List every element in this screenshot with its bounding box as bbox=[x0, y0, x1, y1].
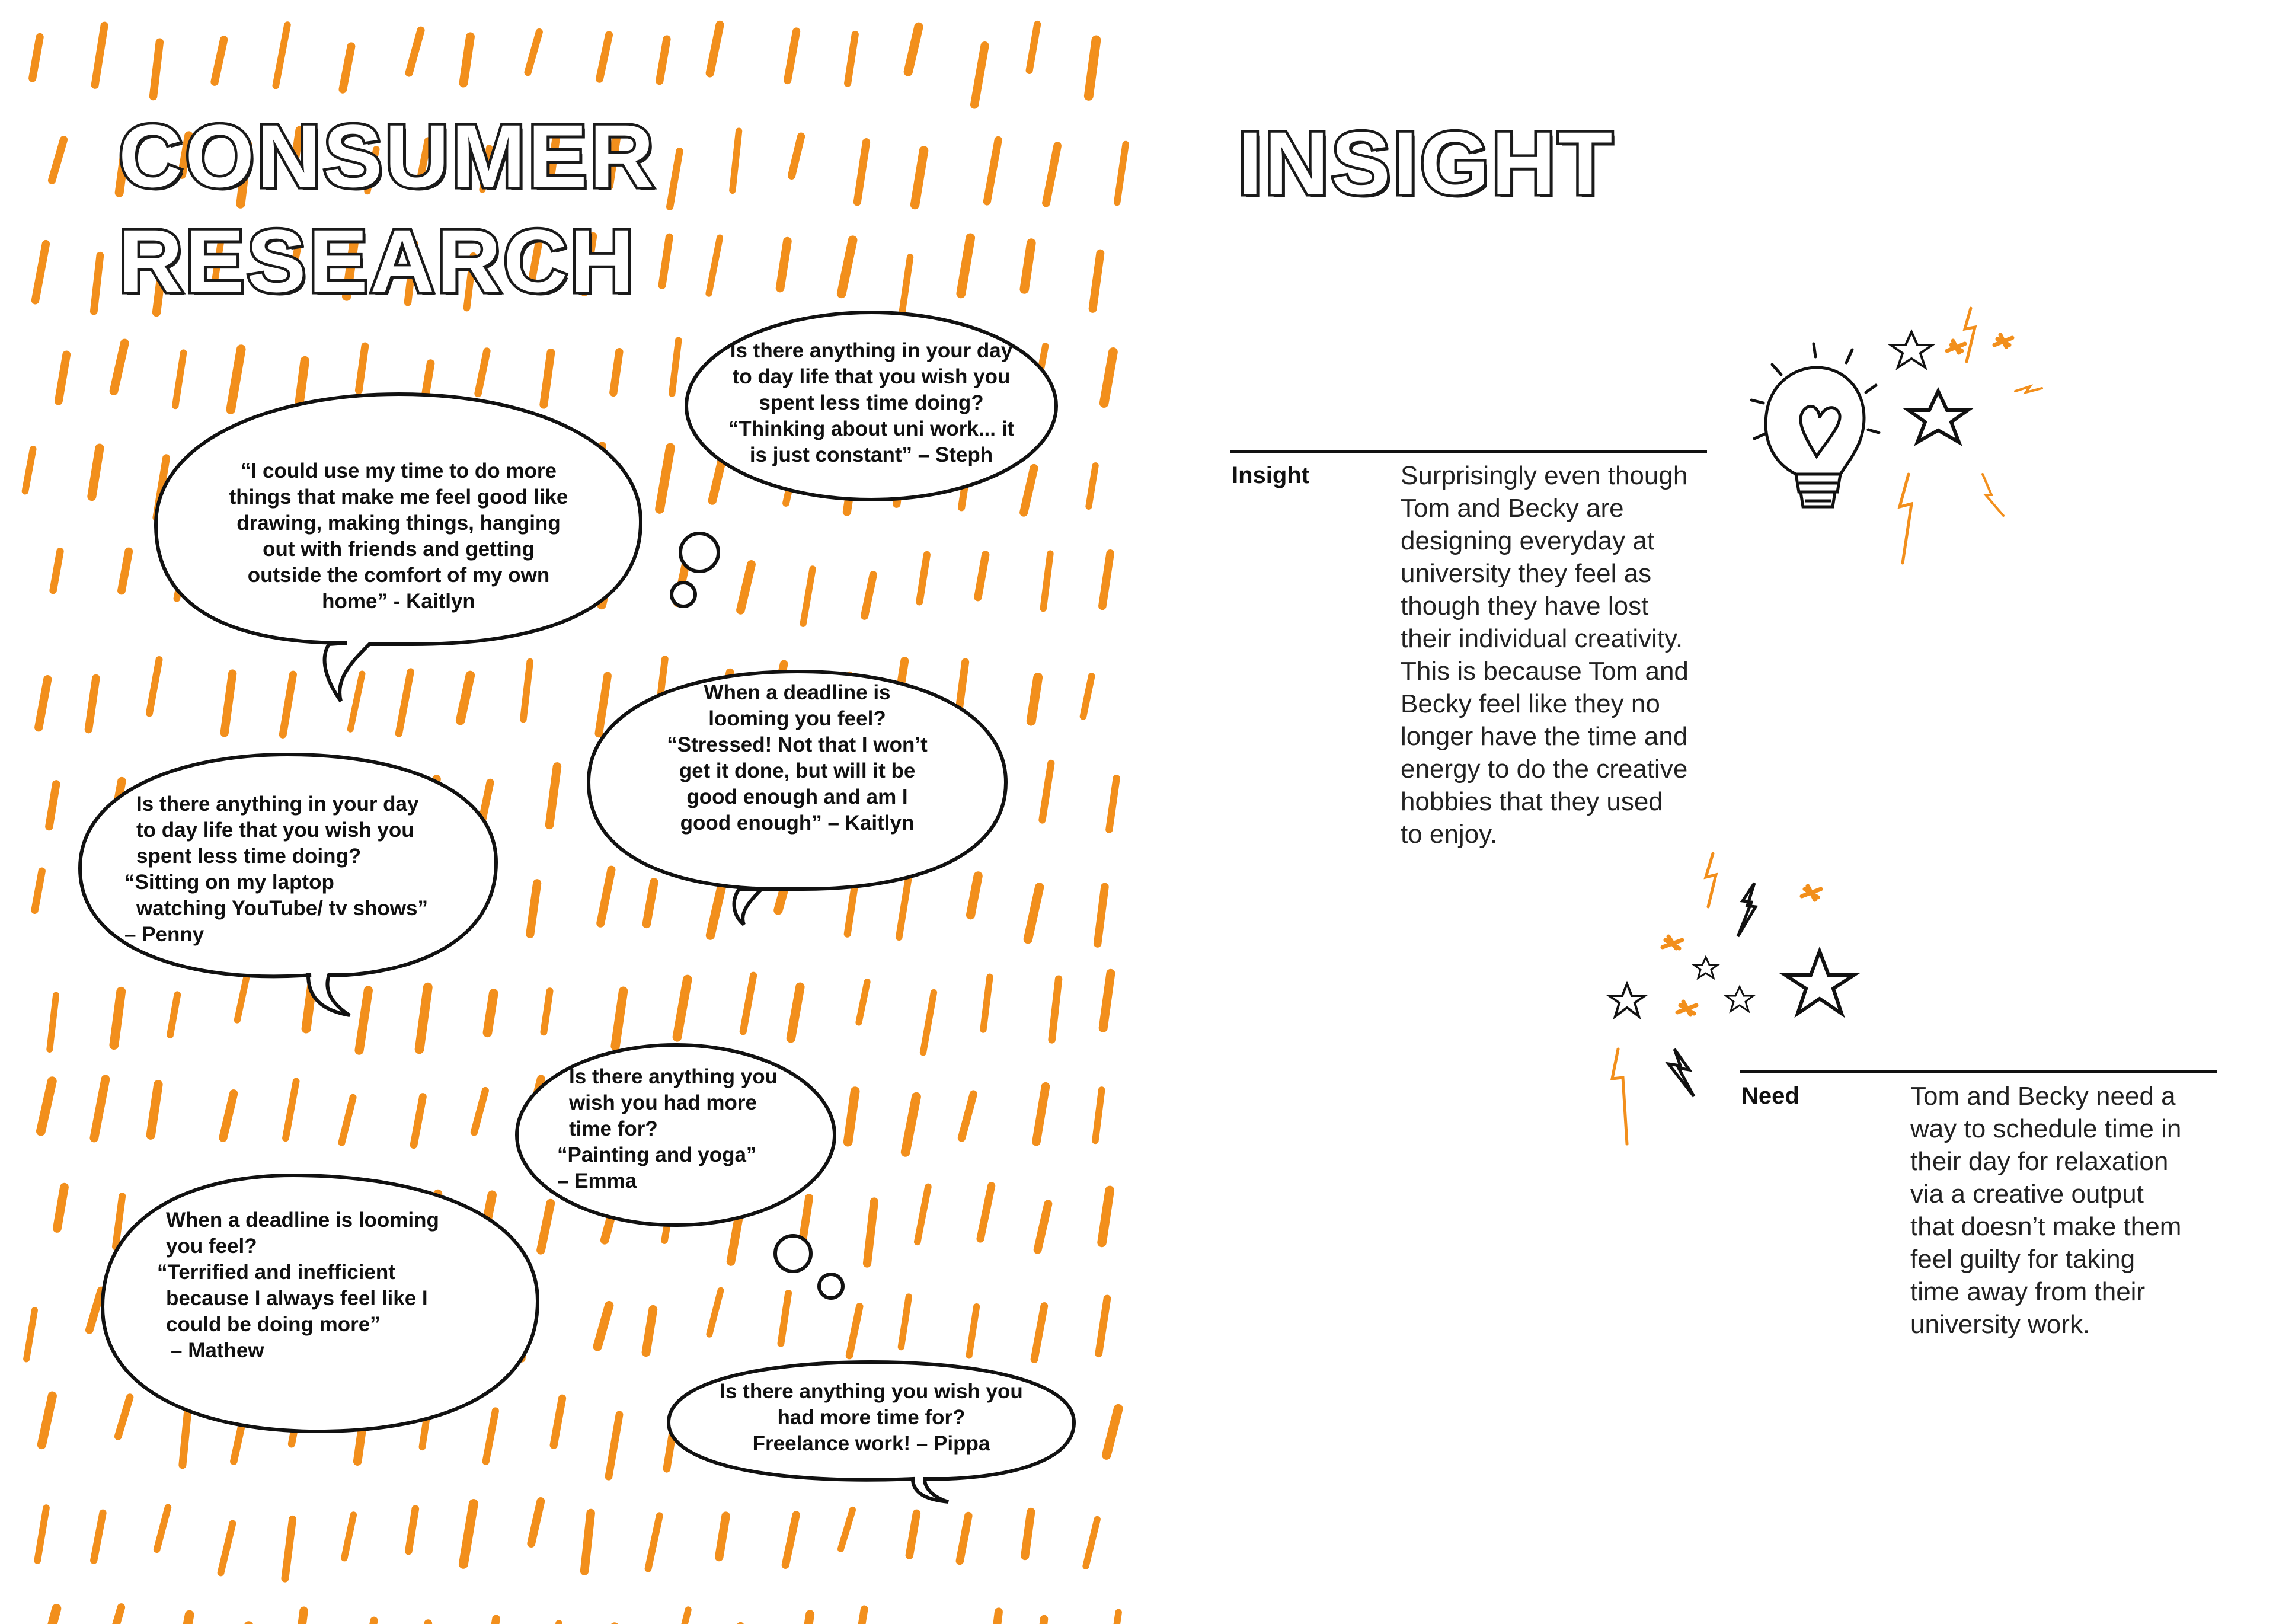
orange-dash bbox=[859, 982, 867, 1022]
orange-dash bbox=[662, 237, 669, 285]
bubble-line: – Emma bbox=[557, 1169, 637, 1193]
orange-dash bbox=[648, 1516, 660, 1568]
bubble-line: outside the comfort of my own bbox=[247, 564, 550, 587]
orange-dash bbox=[110, 1607, 122, 1624]
orange-dash bbox=[1043, 554, 1050, 608]
orange-dash bbox=[1089, 466, 1095, 507]
orange-dash bbox=[1095, 1090, 1102, 1140]
thought-dots bbox=[658, 528, 729, 616]
consumer-title-line-1: CONSUMER bbox=[119, 106, 657, 206]
orange-dash bbox=[33, 37, 40, 78]
orange-dash bbox=[1093, 254, 1101, 309]
insight-line: Surprisingly even though bbox=[1401, 461, 1688, 490]
orange-dash bbox=[154, 42, 160, 96]
insight-line: their individual creativity. bbox=[1401, 624, 1683, 653]
thought-dots bbox=[765, 1227, 859, 1304]
bubble-line: time for? bbox=[569, 1117, 658, 1140]
orange-dash bbox=[1031, 677, 1038, 721]
orange-dash bbox=[530, 883, 537, 934]
orange-dash bbox=[1107, 1409, 1118, 1455]
orange-dash bbox=[53, 551, 60, 590]
orange-dash bbox=[52, 140, 64, 181]
orange-dash bbox=[1103, 973, 1111, 1028]
orange-dash bbox=[223, 1094, 234, 1137]
insight-divider bbox=[1230, 450, 1707, 453]
orange-dash bbox=[114, 343, 124, 391]
bubble-line: “Stressed! Not that I won’t bbox=[667, 733, 928, 756]
orange-dash bbox=[919, 555, 927, 602]
orange-dash bbox=[286, 1081, 296, 1138]
orange-dash bbox=[849, 1306, 859, 1356]
bubble-line: “Thinking about uni work... it bbox=[728, 417, 1015, 440]
orange-dash bbox=[983, 977, 990, 1030]
orange-dash bbox=[974, 46, 984, 104]
orange-dash bbox=[474, 1091, 485, 1132]
bubble-line: – Mathew bbox=[171, 1339, 264, 1362]
orange-dash bbox=[180, 1615, 190, 1624]
orange-dash bbox=[88, 678, 95, 729]
orange-dash bbox=[94, 255, 100, 311]
bubble-line: looming you feel? bbox=[708, 707, 886, 730]
bubble-line: good enough” – Kaitlyn bbox=[680, 811, 915, 835]
insight-text bbox=[1401, 459, 1709, 851]
bubble-line: “I could use my time to do more bbox=[241, 459, 557, 482]
orange-dash bbox=[906, 1097, 916, 1152]
bubble-line: had more time for? bbox=[777, 1406, 966, 1429]
orange-dash bbox=[549, 766, 557, 825]
orange-dash bbox=[743, 976, 753, 1032]
orange-dash bbox=[960, 1516, 968, 1561]
orange-dash bbox=[39, 679, 47, 727]
orange-dash bbox=[1034, 1306, 1044, 1359]
orange-dash bbox=[531, 1501, 541, 1543]
orange-dash bbox=[463, 37, 471, 83]
orange-dash bbox=[803, 569, 813, 624]
bubble-line: Is there anything you wish you bbox=[720, 1380, 1023, 1403]
orange-dash bbox=[1099, 1299, 1107, 1354]
bubble-line: you feel? bbox=[166, 1235, 257, 1258]
orange-dash bbox=[1036, 1086, 1046, 1142]
bubble-line: Freelance work! – Pippa bbox=[752, 1432, 990, 1455]
orange-dash bbox=[528, 32, 539, 72]
orange-dash bbox=[660, 447, 670, 509]
insight-line: university they feel as bbox=[1401, 559, 1652, 588]
orange-dash bbox=[961, 1094, 973, 1138]
speech-bubble-kaitlyn-time bbox=[151, 388, 646, 708]
orange-dash bbox=[584, 1513, 591, 1571]
orange-dash bbox=[677, 1610, 688, 1624]
need-line: way to schedule time in bbox=[1910, 1114, 2182, 1143]
orange-dash bbox=[609, 1415, 619, 1476]
orange-dash bbox=[908, 27, 919, 72]
bubble-line: out with friends and getting bbox=[263, 538, 535, 561]
bubble-line: to day life that you wish you bbox=[136, 819, 414, 842]
speech-bubble-kaitlyn-deadline bbox=[584, 667, 1011, 928]
orange-dash bbox=[94, 1513, 103, 1561]
orange-dash bbox=[600, 35, 609, 79]
orange-dash bbox=[544, 991, 549, 1032]
bubble-line: to day life that you wish you bbox=[732, 365, 1011, 388]
orange-dash bbox=[780, 241, 787, 288]
bubble-line: Is there anything in your day bbox=[136, 792, 419, 816]
orange-dash bbox=[987, 140, 998, 202]
orange-dash bbox=[49, 784, 56, 827]
need-line: their day for relaxation bbox=[1910, 1147, 2169, 1176]
speech-bubble-emma bbox=[513, 1040, 839, 1230]
orange-dash bbox=[1038, 1204, 1049, 1249]
orange-dash bbox=[298, 1611, 304, 1624]
orange-dash bbox=[1025, 1512, 1031, 1556]
orange-dash bbox=[709, 238, 720, 293]
orange-dash bbox=[969, 1307, 977, 1356]
orange-dash bbox=[709, 1290, 721, 1334]
orange-dash bbox=[50, 995, 56, 1049]
orange-dash bbox=[57, 1187, 64, 1228]
insight-title: INSIGHT bbox=[1238, 113, 1615, 213]
bubble-line: spent less time doing? bbox=[136, 845, 362, 868]
orange-dash bbox=[1104, 352, 1113, 403]
orange-dash bbox=[46, 1609, 57, 1624]
speech-bubble-pippa bbox=[664, 1357, 1079, 1505]
orange-dash bbox=[992, 1612, 999, 1624]
need-line: time away from their bbox=[1910, 1277, 2146, 1306]
bubble-line: watching YouTube/ tv shows” bbox=[136, 897, 428, 920]
orange-dash bbox=[41, 1081, 52, 1131]
orange-dash bbox=[342, 1098, 353, 1143]
need-line: university work. bbox=[1910, 1310, 2090, 1339]
bubble-line: is just constant” – Steph bbox=[749, 443, 993, 466]
orange-dash bbox=[915, 151, 924, 204]
orange-dash bbox=[1042, 763, 1051, 820]
orange-dash bbox=[672, 340, 679, 394]
orange-dash bbox=[409, 30, 421, 73]
orange-dash bbox=[733, 131, 739, 190]
orange-dash bbox=[363, 1620, 374, 1624]
orange-dash bbox=[343, 46, 351, 89]
insight-line: Tom and Becky are bbox=[1401, 494, 1624, 523]
orange-dash bbox=[95, 25, 104, 85]
orange-dash bbox=[792, 136, 801, 175]
bubble-line: When a deadline is looming bbox=[166, 1209, 439, 1232]
orange-dash bbox=[670, 151, 679, 207]
speech-bubble-penny bbox=[74, 750, 501, 1019]
orange-dash bbox=[25, 449, 33, 491]
orange-dash bbox=[901, 1297, 909, 1347]
orange-dash bbox=[359, 346, 365, 391]
orange-dash bbox=[615, 991, 624, 1046]
orange-dash bbox=[867, 1201, 874, 1263]
orange-dash bbox=[646, 1309, 653, 1352]
orange-dash bbox=[1102, 554, 1110, 606]
orange-dash bbox=[1102, 1190, 1110, 1242]
orange-dash bbox=[597, 1306, 609, 1347]
bubble-line: “Terrified and inefficient bbox=[157, 1261, 395, 1284]
orange-dash bbox=[554, 1398, 562, 1445]
orange-dash bbox=[221, 1523, 233, 1572]
orange-dash bbox=[710, 25, 720, 73]
need-text bbox=[1910, 1080, 2219, 1341]
consumer-title-line-2: RESEARCH bbox=[119, 211, 637, 311]
orange-dash bbox=[842, 240, 853, 293]
bubble-line: Is there anything you bbox=[569, 1065, 778, 1088]
orange-dash bbox=[276, 25, 287, 86]
orange-dash bbox=[1024, 243, 1031, 289]
orange-dash bbox=[961, 238, 970, 293]
star-icon bbox=[1600, 853, 1873, 1162]
orange-dash bbox=[478, 351, 487, 394]
need-label: Need bbox=[1741, 1083, 1799, 1109]
orange-dash bbox=[1086, 1519, 1097, 1566]
insight-label: Insight bbox=[1232, 462, 1310, 488]
orange-dash bbox=[487, 1619, 497, 1624]
bubble-line: good enough and am I bbox=[686, 785, 908, 808]
orange-dash bbox=[677, 979, 687, 1037]
orange-dash bbox=[855, 1609, 865, 1624]
orange-dash bbox=[909, 1513, 916, 1555]
orange-dash bbox=[36, 244, 46, 300]
bubble-line: “Sitting on my laptop bbox=[124, 871, 334, 894]
bubble-line: – Penny bbox=[124, 923, 204, 946]
orange-dash bbox=[151, 1085, 158, 1135]
orange-dash bbox=[1083, 676, 1091, 717]
orange-dash bbox=[1052, 979, 1059, 1040]
lightbulb-heart-icon bbox=[1731, 296, 2063, 581]
orange-dash bbox=[1038, 1619, 1044, 1624]
orange-dash bbox=[157, 1507, 168, 1549]
orange-dash bbox=[719, 1516, 725, 1557]
insight-line: to enjoy. bbox=[1401, 820, 1498, 849]
orange-dash bbox=[41, 1396, 52, 1444]
orange-dash bbox=[857, 142, 866, 202]
orange-dash bbox=[94, 1079, 106, 1138]
insight-line: longer have the time and bbox=[1401, 722, 1688, 751]
orange-dash bbox=[923, 993, 934, 1053]
orange-dash bbox=[660, 39, 667, 81]
bubble-line: Is there anything in your day bbox=[730, 339, 1013, 362]
orange-dash bbox=[35, 871, 42, 910]
bubble-line: wish you had more bbox=[569, 1091, 757, 1114]
orange-dash bbox=[122, 552, 129, 591]
bubble-line: spent less time doing? bbox=[759, 391, 984, 414]
orange-dash bbox=[1030, 24, 1038, 71]
bubble-line: get it done, but will it be bbox=[679, 759, 916, 782]
speech-bubble-steph bbox=[682, 308, 1061, 504]
need-line: Tom and Becky need a bbox=[1910, 1082, 2176, 1111]
orange-dash bbox=[92, 448, 100, 497]
orange-dash bbox=[785, 1515, 796, 1565]
orange-dash bbox=[1111, 1612, 1118, 1624]
orange-dash bbox=[788, 31, 797, 81]
orange-dash bbox=[802, 1615, 810, 1624]
orange-dash bbox=[1089, 40, 1097, 95]
orange-dash bbox=[37, 1508, 46, 1561]
orange-dash bbox=[285, 1519, 293, 1578]
orange-dash bbox=[215, 40, 224, 82]
bubble-line: When a deadline is bbox=[704, 681, 891, 704]
orange-dash bbox=[841, 1510, 853, 1549]
orange-dash bbox=[1109, 778, 1116, 830]
orange-dash bbox=[1046, 146, 1057, 203]
orange-dash bbox=[740, 564, 751, 610]
need-line: that doesn’t make them bbox=[1910, 1212, 2182, 1241]
bubble-line: drawing, making things, hanging bbox=[236, 512, 561, 535]
insight-line: energy to do the creative bbox=[1401, 755, 1688, 784]
orange-dash bbox=[1028, 887, 1039, 939]
need-line: via a creative output bbox=[1910, 1179, 2144, 1209]
orange-dash bbox=[408, 1509, 415, 1551]
need-line: feel guilty for taking bbox=[1910, 1245, 2136, 1274]
speech-bubble-mathew bbox=[98, 1171, 542, 1437]
insight-line: hobbies that they used bbox=[1401, 787, 1663, 816]
insight-line: Becky feel like they no bbox=[1401, 689, 1660, 718]
orange-dash bbox=[344, 1515, 353, 1558]
orange-dash bbox=[902, 257, 910, 315]
orange-dash bbox=[1098, 887, 1105, 944]
orange-dash bbox=[848, 1091, 855, 1142]
orange-dash bbox=[918, 1187, 928, 1242]
bubble-line: could be doing more” bbox=[166, 1313, 381, 1336]
bubble-line: “Painting and yoga” bbox=[557, 1143, 757, 1166]
orange-dash bbox=[848, 34, 855, 84]
orange-dash bbox=[463, 1504, 474, 1564]
bubble-line: because I always feel like I bbox=[166, 1287, 428, 1310]
insight-line: designing everyday at bbox=[1401, 526, 1655, 555]
orange-dash bbox=[27, 1310, 35, 1359]
orange-dash bbox=[978, 555, 986, 597]
insight-line: though they have lost bbox=[1401, 592, 1649, 621]
orange-dash bbox=[59, 354, 66, 401]
insight-line: This is because Tom and bbox=[1401, 657, 1689, 686]
orange-dash bbox=[791, 987, 800, 1038]
bubble-line: home” - Kaitlyn bbox=[322, 590, 475, 613]
orange-dash bbox=[414, 1097, 423, 1145]
orange-dash bbox=[1117, 144, 1126, 202]
orange-dash bbox=[613, 352, 619, 393]
orange-dash bbox=[980, 1186, 992, 1239]
orange-dash bbox=[865, 575, 874, 616]
bubble-line: things that make me feel good like bbox=[229, 485, 568, 509]
